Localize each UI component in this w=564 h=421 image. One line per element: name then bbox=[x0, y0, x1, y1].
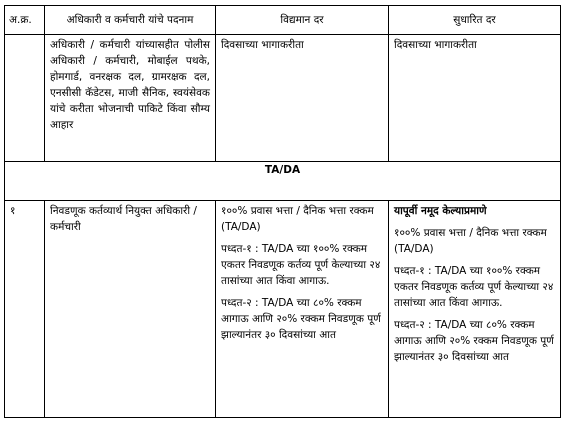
current-para-1: १००% प्रवास भत्ता / दैनिक भत्ता रक्कम (TA/DA) bbox=[221, 205, 374, 233]
row1-revised-rate: दिवसाच्या भागाकरीता bbox=[394, 39, 477, 51]
row2-designation-cell bbox=[45, 201, 216, 418]
header-designation: अधिकारी व कर्मचारी यांचे पदनाम bbox=[45, 6, 216, 35]
row1-current-rate: दिवसाच्या भागाकरीता bbox=[221, 39, 304, 51]
row1-current-cell bbox=[216, 35, 389, 162]
header-revised-rate: सुधारित दर bbox=[389, 6, 561, 35]
table-row bbox=[5, 201, 561, 418]
row2-designation: निवडणूक कर्तव्यार्थ नियुक्त अधिकारी / कर्मचारी bbox=[50, 205, 197, 233]
row1-designation: अधिकारी / कर्मचारी यांच्यासहीत पोलीस अधिकारी / कर्मचारी, मोबाईल पथके, होमगार्ड, वनरक्षक दल, ग्रामरक्षक दल, एनसीसी कॅडेटस, माजी सैनिक, स्वयंसेवक यांचे करीता भोजनाची पाकिटे किंवा सौम्य आहार bbox=[50, 39, 210, 131]
header-row bbox=[5, 6, 561, 35]
section-heading-row bbox=[5, 162, 561, 201]
revised-para-3: पध्दत-२ : TA/DA च्या ८०% रक्कम आगाऊ आणि २०% रक्कम निवडणूक पूर्ण झाल्यानंतर ३० दिवसांच्या आत bbox=[394, 319, 554, 363]
rates-table bbox=[4, 5, 561, 418]
row1-revised-cell bbox=[389, 35, 561, 162]
revised-heading: यापूर्वी नमूद केल्याप्रमाणे bbox=[394, 205, 487, 217]
header-current-rate: विद्यमान दर bbox=[216, 6, 389, 35]
section-heading: TA/DA bbox=[5, 162, 561, 201]
row2-revised-cell bbox=[389, 201, 561, 418]
current-para-2: पध्दत-१ : TA/DA च्या १००% रक्कम एकतर निवडणूक कर्तव्य पूर्ण केल्याच्या २४ तासांच्या आत किंवा आगाऊ. bbox=[221, 243, 381, 287]
row1-designation-cell bbox=[45, 35, 216, 162]
row1-serial-cell bbox=[5, 35, 45, 162]
row2-serial-cell bbox=[5, 201, 45, 418]
row2-serial: १ bbox=[10, 205, 16, 217]
revised-para-1: १००% प्रवास भत्ता / दैनिक भत्ता रक्कम (TA/DA) bbox=[394, 227, 547, 255]
row2-current-cell bbox=[216, 201, 389, 418]
table-row bbox=[5, 35, 561, 162]
revised-para-2: पध्दत-१ : TA/DA च्या १००% रक्कम एकतर निवडणूक कर्तव्य पूर्ण केल्याच्या २४ तासांच्या आत किंवा आगाऊ. bbox=[394, 265, 554, 309]
header-serial: अ.क्र. bbox=[5, 6, 45, 35]
current-para-3: पध्दत-२ : TA/DA च्या ८०% रक्कम आगाऊ आणि २०% रक्कम निवडणूक पूर्ण झाल्यानंतर ३० दिवसांच्या आत bbox=[221, 297, 381, 341]
